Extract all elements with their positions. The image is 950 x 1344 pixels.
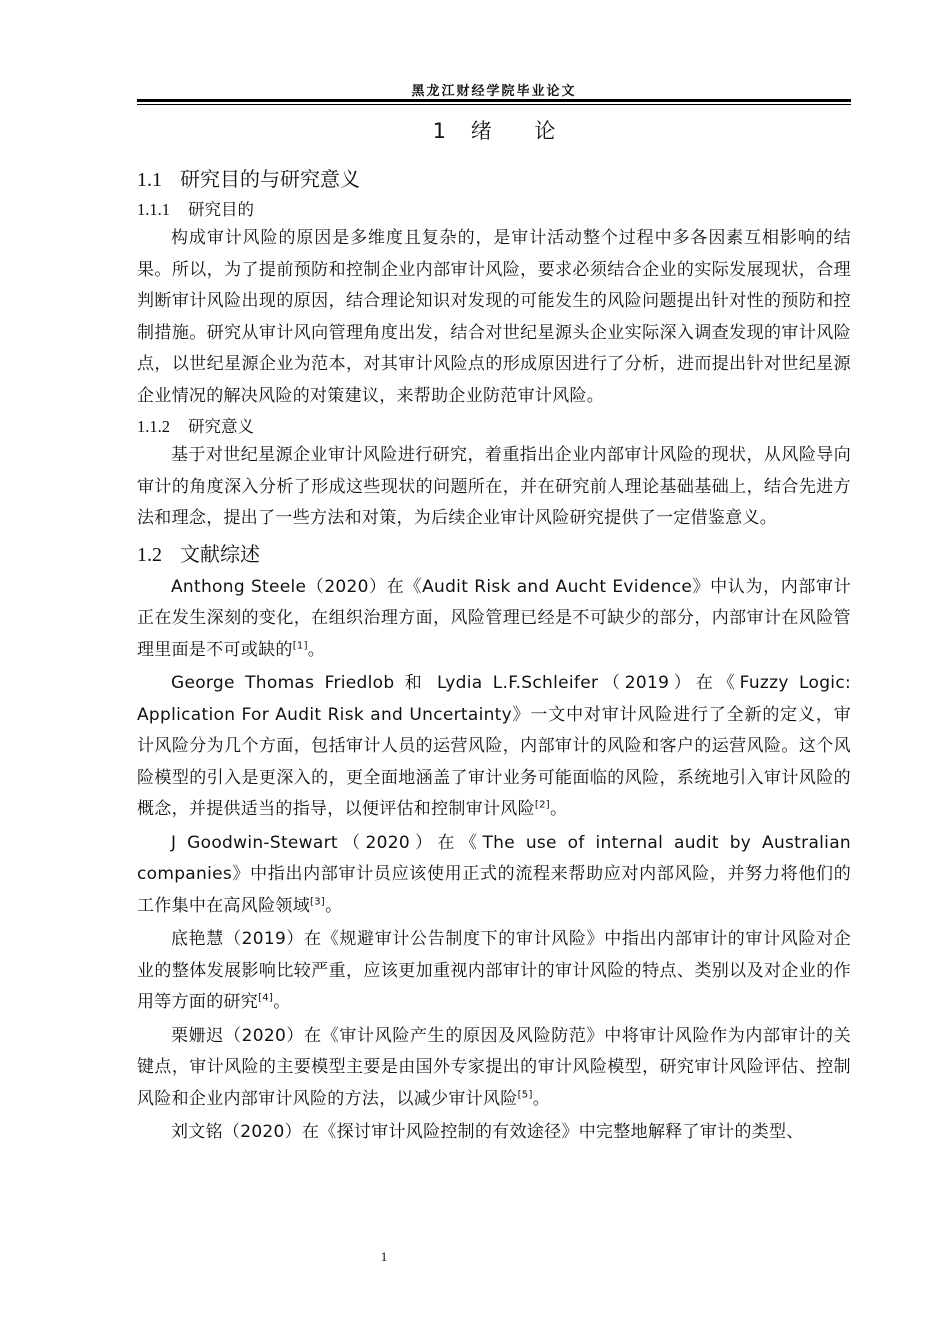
literature-text: Anthong Steele（2020）在《Audit Risk and Aucht Evidence》中认为，内部审计正在发生深刻的变化，在组织治理方面，风险管理已经是不可缺少的部分，内部审计在风险管理里面是不可或缺的 bbox=[137, 576, 851, 660]
chapter-title bbox=[137, 112, 851, 150]
literature-paragraph: J Goodwin-Stewart（2020）在《The use of internal audit by Australian companies》中指出内部审计员应该使用正式的流程来帮助应对内部风险，并努力将他们的工作集中在高风险领域[3]。 bbox=[137, 832, 851, 916]
chapter-title-char-1: 绪 bbox=[470, 119, 492, 143]
header-rule-thin bbox=[137, 104, 851, 105]
chapter-title-char-2: 论 bbox=[534, 119, 556, 143]
citation-marker: [5] bbox=[517, 1088, 533, 1100]
subsection-heading-1-1-1 bbox=[137, 197, 851, 223]
section-number: 1.1 bbox=[137, 169, 162, 191]
paragraph-research-significance: 基于对世纪星源企业审计风险进行研究，着重指出企业内部审计风险的现状，从风险导向审计的角度深入分析了形成这些现状的问题所在，并在研究前人理论基础基础上，结合先进方法和理念，提出了一些方法和对策，为后续企业审计风险研究提供了一定借鉴意义。 bbox=[137, 445, 851, 528]
section-number: 1.2 bbox=[137, 543, 162, 566]
running-header: 黑龙江财经学院毕业论文 bbox=[411, 84, 577, 99]
body-content bbox=[137, 112, 851, 1151]
citation-marker: [2] bbox=[534, 799, 550, 811]
literature-paragraph: Anthong Steele（2020）在《Audit Risk and Aucht Evidence》中认为，内部审计正在发生深刻的变化，在组织治理方面，风险管理已经是不可缺少的部分，内部审计在风险管理里面是不可或缺的[1]。 bbox=[137, 576, 851, 660]
section-heading-1-1 bbox=[137, 164, 851, 195]
literature-text: 刘文铭（2020）在《探讨审计风险控制的有效途径》中完整地解释了审计的类型、 bbox=[171, 1122, 804, 1142]
literature-text: 底艳慧（2019）在《规避审计公告制度下的审计风险》中指出内部审计的审计风险对企业的整体发展影响比较严重，应该更加重视内部审计的审计风险的特点、类别以及对企业的作用等方面的研究 bbox=[137, 929, 851, 1012]
section-heading-1-2 bbox=[137, 539, 851, 570]
subsection-number: 1.1.2 bbox=[137, 417, 170, 436]
paragraph-research-purpose: 构成审计风险的原因是多维度且复杂的，是审计活动整个过程中多各因素互相影响的结果。所以，为了提前预防和控制企业内部审计风险，要求必须结合企业的实际发展现状，合理判断审计风险出现的原因，结合理论知识对发现的可能发生的风险问题提出针对性的预防和控制措施。研究从审计风向管理角度出发，结合对世纪星源头企业实际深入调查发现的审计风险点，以世纪星源企业为范本，对其审计风险点的形成原因进行了分析，进而提出针对世纪星源企业情况的解决风险的对策建议，来帮助企业防范审计风险。 bbox=[137, 228, 851, 406]
page-number: 1 bbox=[380, 1249, 388, 1264]
literature-paragraph: George Thomas Friedlob 和 Lydia L.F.Schleifer（2019）在《Fuzzy Logic: Application For Audit Risk and Uncertainty》一文中对审计风险进行了全新的定义，审计风险分为几个方面，包括审计人员的运营风险，内部审计的风险和客户的运营风险。这个风险模型的引入是更深入的，更全面地涵盖了审计业务可能面临的风险，系统地引入审计风险的概念，并提供适当的指导，以便评估和控制审计风险[2]。 bbox=[137, 673, 851, 819]
literature-text: 栗姗迟（2020）在《审计风险产生的原因及风险防范》中将审计风险作为内部审计的关键点，审计风险的主要模型主要是由国外专家提出的审计风险模型，研究审计风险评估、控制风险和企业内部审计风险的方法，以减少审计风险 bbox=[137, 1025, 851, 1109]
section-title: 研究目的与研究意义 bbox=[180, 167, 360, 191]
subsection-number: 1.1.1 bbox=[137, 200, 170, 219]
subsection-title: 研究目的 bbox=[188, 200, 254, 219]
subsection-heading-1-1-2 bbox=[137, 414, 851, 440]
literature-text: J Goodwin-Stewart（2020）在《The use of internal audit by Australian companies》中指出内部审计员应该使用正式的流程来帮助应对内部风险，并努力将他们的工作集中在高风险领域 bbox=[137, 832, 851, 916]
header-rule-thick bbox=[137, 99, 851, 102]
chapter-number: 1 bbox=[432, 119, 446, 143]
literature-text: George Thomas Friedlob 和 Lydia L.F.Schleifer（2019）在《Fuzzy Logic: Application For Audit Risk and Uncertainty》一文中对审计风险进行了全新的定义，审计风险分为几个方面，包括审计人员的运营风险，内部审计的风险和客户的运营风险。这个风险模型的引入是更深入的，更全面地涵盖了审计业务可能面临的风险，系统地引入审计风险的概念，并提供适当的指导，以便评估和控制审计风险 bbox=[137, 673, 851, 819]
citation-marker: [3] bbox=[310, 895, 326, 907]
subsection-title: 研究意义 bbox=[188, 417, 254, 436]
literature-paragraph bbox=[137, 1117, 851, 1149]
section-title: 文献综述 bbox=[180, 541, 260, 566]
citation-marker: [4] bbox=[258, 992, 274, 1004]
citation-marker: [1] bbox=[292, 639, 308, 651]
literature-paragraph: 底艳慧（2019）在《规避审计公告制度下的审计风险》中指出内部审计的审计风险对企业的整体发展影响比较严重，应该更加重视内部审计的审计风险的特点、类别以及对企业的作用等方面的研究[4]。 bbox=[137, 929, 851, 1012]
literature-paragraph: 栗姗迟（2020）在《审计风险产生的原因及风险防范》中将审计风险作为内部审计的关键点，审计风险的主要模型主要是由国外专家提出的审计风险模型，研究审计风险评估、控制风险和企业内部审计风险的方法，以减少审计风险[5]。 bbox=[137, 1025, 851, 1109]
